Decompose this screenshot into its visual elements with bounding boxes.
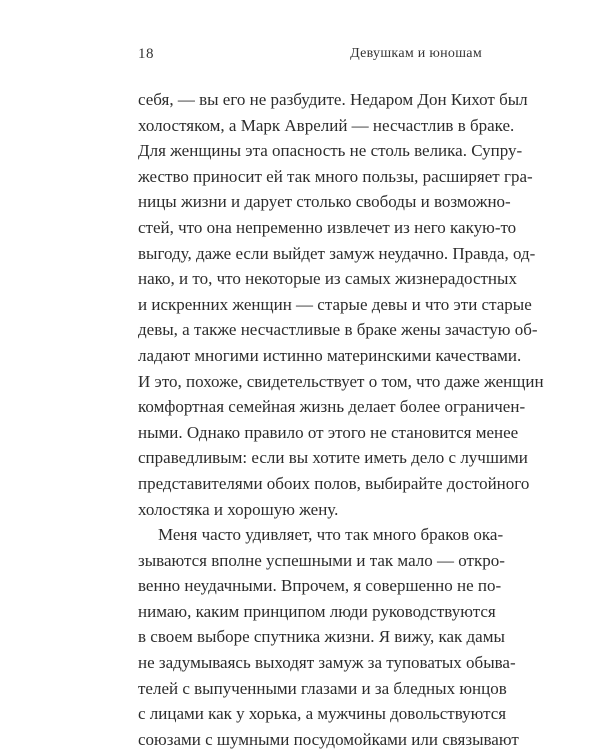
- paragraph-2: [138, 522, 519, 752]
- text-line: венно неудачными. Впрочем, я совершенно не по-: [138, 576, 502, 596]
- running-title: Девушкам и юношам: [350, 46, 482, 61]
- text-line: Меня часто удивляет, что так много браков ока-: [158, 525, 504, 545]
- text-line: комфортная семейная жизнь делает более ограничен-: [138, 397, 526, 417]
- text-line: И это, похоже, свидетельствует о том, что даже женщин: [138, 371, 544, 391]
- text-line: союзами с шумными посудомойками или связывают: [138, 729, 519, 749]
- text-line: себя, — вы его не разбудите. Недаром Дон Кихот был: [138, 90, 528, 109]
- text-line: и искренних женщин — старые девы и что эти старые: [138, 294, 532, 314]
- text-line: зываются вполне успешными и так мало — откро-: [138, 550, 505, 570]
- text-line: холостяка и хорошую жену.: [138, 499, 339, 519]
- text-line: представителями обоих полов, выбирайте достойного: [138, 473, 530, 493]
- text-line: Для женщины эта опасность не столь велика. Супру-: [138, 141, 523, 161]
- text-line: выгоду, даже если выйдет замуж неудачно. Правда, од-: [138, 243, 536, 263]
- body-text: [138, 87, 544, 752]
- text-line: телей с выпученными глазами и за бледных юнцов: [138, 678, 507, 698]
- text-line: стей, что она непременно извлечет из него какую-то: [138, 217, 517, 237]
- text-line: ницы жизни и дарует столько свободы и возможно-: [138, 192, 511, 212]
- running-head: [138, 46, 482, 68]
- text-line: нако, и то, что некоторые из самых жизнерадостных: [138, 269, 517, 289]
- text-line: ными. Однако правило от этого не становится менее: [138, 422, 519, 442]
- text-line: нимаю, каким принципом люди руководствуются: [138, 601, 496, 621]
- text-line: в своем выборе спутника жизни. Я вижу, как дамы: [138, 627, 505, 647]
- text-line: холостяком, а Марк Аврелий — несчастлив в браке.: [138, 115, 515, 135]
- paragraph-1: [138, 87, 544, 522]
- text-line: с лицами как у хорька, а мужчины довольствуются: [138, 704, 507, 724]
- text-line: жество приносит ей так много пользы, расширяет гра-: [138, 166, 533, 186]
- text-line: не задумываясь выходят замуж за туповатых обыва-: [138, 653, 516, 673]
- page-number: 18: [138, 46, 154, 62]
- text-line: справедливым: если вы хотите иметь дело с лучшими: [138, 448, 528, 468]
- text-line: ладают многими истинно материнскими качествами.: [138, 345, 522, 365]
- text-line: девы, а также несчастливые в браке жены зачастую об-: [138, 320, 538, 340]
